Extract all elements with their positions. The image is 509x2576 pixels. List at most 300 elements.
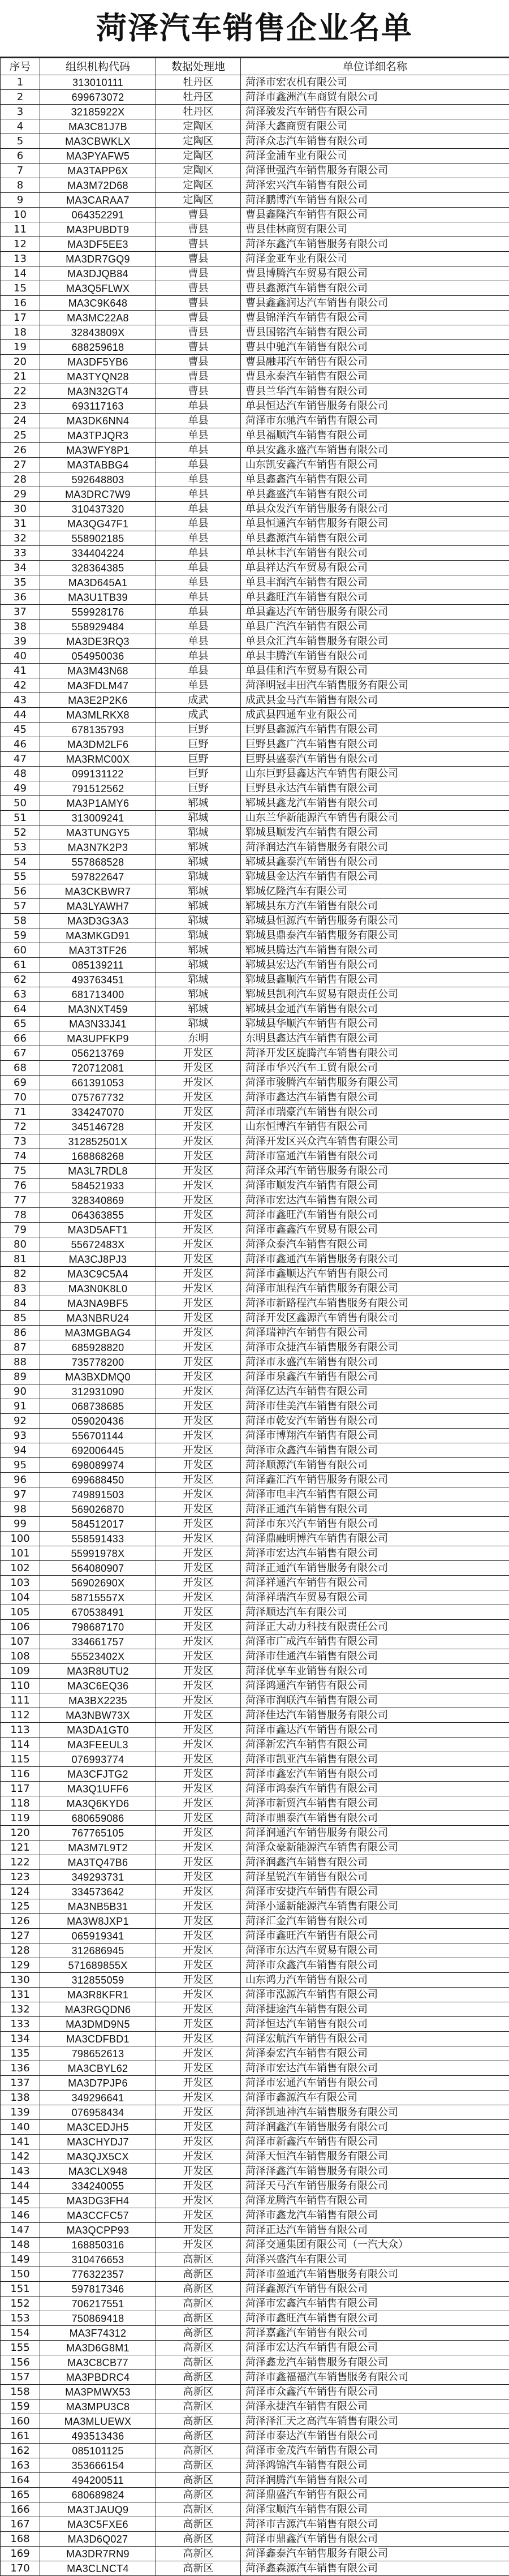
org-code: MA3UPFKP9 — [40, 1031, 156, 1046]
region: 开发区 — [156, 1414, 241, 1429]
table-row — [1, 369, 509, 384]
company-name: 菏泽世强汽车销售服务有限公司 — [241, 164, 509, 178]
company-name: 山东兰华新能源汽车销售有限公司 — [241, 811, 509, 825]
region: 开发区 — [156, 1517, 241, 1532]
org-code: 056213769 — [40, 1046, 156, 1061]
row-number: 158 — [1, 2385, 40, 2399]
org-code: MA3TJAUQ9 — [40, 2502, 156, 2517]
region: 开发区 — [156, 1738, 241, 1752]
table-row — [1, 384, 509, 399]
row-number: 106 — [1, 1620, 40, 1635]
company-name: 菏泽市富通汽车销售有限公司 — [241, 1149, 509, 1164]
table-row — [1, 2488, 509, 2502]
region: 开发区 — [156, 1826, 241, 1840]
region: 开发区 — [156, 1561, 241, 1576]
table-row — [1, 311, 509, 325]
table-row — [1, 899, 509, 914]
region: 郓城 — [156, 973, 241, 987]
region: 开发区 — [156, 1179, 241, 1193]
region: 开发区 — [156, 1370, 241, 1384]
org-code: MA3DA1GT0 — [40, 1723, 156, 1738]
row-number: 152 — [1, 2297, 40, 2311]
table-row — [1, 75, 509, 90]
org-code: MA3TYQN28 — [40, 369, 156, 384]
company-name: 菏泽市众鑫汽车销售有限公司 — [241, 1958, 509, 1973]
org-code: MA3CLX948 — [40, 2164, 156, 2179]
row-number: 46 — [1, 737, 40, 752]
org-code: MA3BXDMQ0 — [40, 1370, 156, 1384]
region: 开发区 — [156, 1429, 241, 1443]
org-code: MA3M43N68 — [40, 664, 156, 678]
company-name: 菏泽鑫源汽车销售有限公司 — [241, 2282, 509, 2297]
row-number: 103 — [1, 1576, 40, 1590]
region: 开发区 — [156, 1105, 241, 1120]
company-name: 山东鸿力汽车销售有限公司 — [241, 1973, 509, 1988]
company-name: 菏泽顺达汽车有限公司 — [241, 1605, 509, 1620]
company-name: 菏泽市鑫达汽车销售有限公司 — [241, 1090, 509, 1105]
row-number: 121 — [1, 1840, 40, 1855]
table-row — [1, 222, 509, 237]
region: 单县 — [156, 458, 241, 472]
region: 开发区 — [156, 1870, 241, 1885]
row-number: 98 — [1, 1502, 40, 1517]
region: 开发区 — [156, 1532, 241, 1546]
row-number: 141 — [1, 2135, 40, 2149]
company-name: 菏泽市新贸汽车销售有限公司 — [241, 1796, 509, 1811]
row-number: 68 — [1, 1061, 40, 1076]
org-code: MA3CCFC57 — [40, 2208, 156, 2223]
row-number: 45 — [1, 723, 40, 737]
row-number: 21 — [1, 369, 40, 384]
company-name: 菏泽市鑫旺汽车销售有限公司 — [241, 2311, 509, 2326]
row-number: 47 — [1, 752, 40, 767]
org-code: MA3R8UTU2 — [40, 1664, 156, 1679]
row-number: 55 — [1, 870, 40, 884]
region: 单县 — [156, 531, 241, 546]
org-code: 064363855 — [40, 1208, 156, 1223]
company-name: 曹县中驰汽车销售有限公司 — [241, 340, 509, 355]
table-row — [1, 664, 509, 678]
org-code: 670538491 — [40, 1605, 156, 1620]
org-code: MA3CEDJH5 — [40, 2120, 156, 2135]
company-name: 菏泽市鑫源汽车有限公司 — [241, 2091, 509, 2105]
company-name: 菏泽市金茂汽车销售有限公司 — [241, 2444, 509, 2458]
org-code: MA3MGBAG4 — [40, 1326, 156, 1340]
table-row — [1, 811, 509, 825]
table-row — [1, 1002, 509, 1017]
row-number: 51 — [1, 811, 40, 825]
org-code: MA3N32GT4 — [40, 384, 156, 399]
region: 曹县 — [156, 266, 241, 281]
row-number: 144 — [1, 2179, 40, 2194]
row-number: 48 — [1, 767, 40, 781]
company-name: 菏泽市宏达汽车销售有限公司 — [241, 1546, 509, 1561]
company-name: 菏泽天恒汽车销售服务有限公司 — [241, 2149, 509, 2164]
org-code: 720712081 — [40, 1061, 156, 1076]
row-number: 34 — [1, 561, 40, 575]
row-number: 2 — [1, 90, 40, 105]
region: 高新区 — [156, 2326, 241, 2341]
region: 曹县 — [156, 355, 241, 369]
org-code: 334573642 — [40, 1885, 156, 1899]
org-code: 749891503 — [40, 1487, 156, 1502]
row-number: 31 — [1, 517, 40, 531]
row-number: 49 — [1, 781, 40, 796]
row-number: 97 — [1, 1487, 40, 1502]
table-row — [1, 973, 509, 987]
org-code: MA3L7RDL8 — [40, 1164, 156, 1179]
page-title: 菏泽汽车销售企业名单 — [0, 0, 509, 58]
region: 高新区 — [156, 2429, 241, 2444]
org-code: MA3PUBDT9 — [40, 222, 156, 237]
org-code: 349296641 — [40, 2091, 156, 2105]
row-number: 84 — [1, 1296, 40, 1311]
company-name: 菏泽市盈通汽车销售服务有限公司 — [241, 2267, 509, 2282]
region: 开发区 — [156, 2046, 241, 2061]
org-code: MA3W8JXP1 — [40, 1914, 156, 1929]
region: 开发区 — [156, 1458, 241, 1473]
org-code: 558929484 — [40, 620, 156, 634]
company-name: 菏泽开发区兴众汽车销售有限公司 — [241, 1134, 509, 1149]
org-code: 685928820 — [40, 1340, 156, 1355]
table-row — [1, 1443, 509, 1458]
org-code: MA3C5FXE6 — [40, 2517, 156, 2532]
row-number: 39 — [1, 634, 40, 649]
row-number: 135 — [1, 2046, 40, 2061]
region: 开发区 — [156, 2238, 241, 2252]
org-code: MA3D5AFT1 — [40, 1223, 156, 1237]
table-row — [1, 870, 509, 884]
org-code: 068738685 — [40, 1399, 156, 1414]
region: 巨野 — [156, 752, 241, 767]
org-code: MA3CJ8PJ3 — [40, 1252, 156, 1267]
org-code: MA3NA9BF5 — [40, 1296, 156, 1311]
row-number: 130 — [1, 1973, 40, 1988]
org-code: MA3DMD9N5 — [40, 2017, 156, 2032]
row-number: 166 — [1, 2502, 40, 2517]
region: 单县 — [156, 634, 241, 649]
row-number: 113 — [1, 1723, 40, 1738]
company-name: 郓城县金达汽车销售有限公司 — [241, 870, 509, 884]
org-code: MA3C8CB77 — [40, 2355, 156, 2370]
company-name: 菏泽市泰达汽车销售有限公司 — [241, 2429, 509, 2444]
row-number: 11 — [1, 222, 40, 237]
company-name: 巨野县鑫广汽车销售有限公司 — [241, 737, 509, 752]
table-row — [1, 1679, 509, 1693]
company-name: 菏泽龙腾汽车销售有限公司 — [241, 2194, 509, 2208]
region: 郓城 — [156, 914, 241, 928]
region: 成武 — [156, 708, 241, 723]
row-number: 72 — [1, 1120, 40, 1134]
table-row — [1, 502, 509, 517]
company-name: 菏泽润鑫汽车销售服务有限公司 — [241, 2120, 509, 2135]
row-number: 43 — [1, 693, 40, 708]
company-name: 菏泽众邦汽车销售服务有限公司 — [241, 1164, 509, 1179]
company-name: 菏泽宏航汽车销售有限公司 — [241, 2032, 509, 2046]
row-number: 149 — [1, 2252, 40, 2267]
row-number: 139 — [1, 2105, 40, 2120]
row-number: 4 — [1, 119, 40, 134]
org-code: 584512017 — [40, 1517, 156, 1532]
org-code: MA3TUNGY5 — [40, 825, 156, 840]
org-code: MA3DRC7W9 — [40, 487, 156, 502]
table-row — [1, 1046, 509, 1061]
row-number: 169 — [1, 2547, 40, 2561]
row-number: 168 — [1, 2532, 40, 2547]
company-name: 菏泽众志汽车销售有限公司 — [241, 134, 509, 149]
region: 开发区 — [156, 1664, 241, 1679]
company-name: 菏泽明冠丰田汽车销售服务有限公司 — [241, 678, 509, 693]
region: 开发区 — [156, 1326, 241, 1340]
region: 开发区 — [156, 1590, 241, 1605]
row-number: 107 — [1, 1635, 40, 1649]
row-number: 69 — [1, 1076, 40, 1090]
company-name: 菏泽亿达汽车销售有限公司 — [241, 1384, 509, 1399]
org-code: 584521933 — [40, 1179, 156, 1193]
company-name: 菏泽市新鑫汽车销售有限公司 — [241, 2135, 509, 2149]
company-name: 菏泽市骏腾汽车销售服务有限公司 — [241, 1076, 509, 1090]
row-number: 145 — [1, 2194, 40, 2208]
region: 单县 — [156, 502, 241, 517]
row-number: 131 — [1, 1988, 40, 2002]
region: 开发区 — [156, 1693, 241, 1708]
company-name: 菏泽市鑫龙汽车销售有限公司 — [241, 2208, 509, 2223]
org-code: MA3MLRKX8 — [40, 708, 156, 723]
org-code: MA3FEEUL3 — [40, 1738, 156, 1752]
company-name: 菏泽市鸿泰汽车销售有限公司 — [241, 1782, 509, 1796]
row-number: 105 — [1, 1605, 40, 1620]
region: 开发区 — [156, 2002, 241, 2017]
table-row — [1, 1723, 509, 1738]
table-row — [1, 1179, 509, 1193]
region: 定陶区 — [156, 134, 241, 149]
table-row — [1, 1090, 509, 1105]
org-code: MA3MC22A8 — [40, 311, 156, 325]
org-code: MA3U1TB39 — [40, 590, 156, 605]
row-number: 73 — [1, 1134, 40, 1149]
org-code: 334247070 — [40, 1105, 156, 1120]
region: 开发区 — [156, 1988, 241, 2002]
row-number: 6 — [1, 149, 40, 164]
table-row — [1, 2399, 509, 2414]
company-name: 菏泽鑫汇汽车销售服务有限公司 — [241, 1473, 509, 1487]
row-number: 65 — [1, 1017, 40, 1031]
company-name: 菏泽祥瑞汽车贸易有限公司 — [241, 1590, 509, 1605]
org-code: 597822647 — [40, 870, 156, 884]
table-row — [1, 958, 509, 973]
org-code: MA3D645A1 — [40, 575, 156, 590]
table-row — [1, 1605, 509, 1620]
company-name: 菏泽优享车业销售有限公司 — [241, 1664, 509, 1679]
table-row — [1, 487, 509, 502]
org-code: MA3DF5EE3 — [40, 237, 156, 252]
company-name: 曹县佳林商贸有限公司 — [241, 222, 509, 237]
row-number: 163 — [1, 2458, 40, 2473]
org-code: MA3E2P2K6 — [40, 693, 156, 708]
table-row — [1, 1532, 509, 1546]
region: 郓城 — [156, 855, 241, 870]
company-name: 菏泽市新路程汽车销售服务有限公司 — [241, 1296, 509, 1311]
row-number: 40 — [1, 649, 40, 664]
region: 牡丹区 — [156, 90, 241, 105]
org-code: 557868528 — [40, 855, 156, 870]
row-number: 3 — [1, 105, 40, 119]
company-name: 菏泽开发区旋腾汽车销售有限公司 — [241, 1046, 509, 1061]
region: 开发区 — [156, 1943, 241, 1958]
company-name: 菏泽交通集团有限公司（一汽大众） — [241, 2238, 509, 2252]
row-number: 61 — [1, 958, 40, 973]
org-code: 312852501X — [40, 1134, 156, 1149]
org-code: MA3DE3RQ3 — [40, 634, 156, 649]
row-number: 75 — [1, 1164, 40, 1179]
company-name: 郓城县金通汽车销售有限公司 — [241, 1002, 509, 1017]
table-row — [1, 178, 509, 193]
row-number: 25 — [1, 428, 40, 443]
company-name: 曹县鑫源汽车销售有限公司 — [241, 281, 509, 296]
org-code: MA3LYAWH7 — [40, 899, 156, 914]
company-name: 菏泽泽鑫汽车销售服务有限公司 — [241, 2164, 509, 2179]
company-name: 菏泽市泉鑫汽车销售有限公司 — [241, 1370, 509, 1384]
region: 开发区 — [156, 1267, 241, 1281]
row-number: 15 — [1, 281, 40, 296]
company-name: 菏泽市众鑫汽车销售有限公司 — [241, 2385, 509, 2399]
region: 郓城 — [156, 811, 241, 825]
company-name: 菏泽市鑫福福汽车销售服务有限公司 — [241, 2370, 509, 2385]
row-number: 53 — [1, 840, 40, 855]
company-name: 菏泽开发区鑫源汽车销售有限公司 — [241, 1311, 509, 1326]
company-name: 单县丰腾汽车销售有限公司 — [241, 649, 509, 664]
table-row — [1, 1752, 509, 1767]
table-row — [1, 928, 509, 943]
region: 高新区 — [156, 2547, 241, 2561]
region: 开发区 — [156, 1708, 241, 1723]
header-area: 数据处理地 — [156, 58, 241, 75]
table-row — [1, 2194, 509, 2208]
table-row — [1, 1281, 509, 1296]
region: 高新区 — [156, 2355, 241, 2370]
table-row — [1, 2355, 509, 2370]
org-code: MA3PBDRC4 — [40, 2370, 156, 2385]
row-number: 99 — [1, 1517, 40, 1532]
company-name: 菏泽市吉源汽车销售有限公司 — [241, 2517, 509, 2532]
company-name: 菏泽鑫森源汽车销售有限公司 — [241, 2561, 509, 2576]
org-code: MA3P1AMY6 — [40, 796, 156, 811]
company-name: 菏泽市博翔汽车销售有限公司 — [241, 1429, 509, 1443]
company-name: 菏泽市鑫洲汽车商贸有限公司 — [241, 90, 509, 105]
company-name: 曹县兰华汽车销售有限公司 — [241, 384, 509, 399]
org-code: 076993774 — [40, 1752, 156, 1767]
header-row — [1, 58, 509, 75]
table-row — [1, 1061, 509, 1076]
org-code: MA3D6Q027 — [40, 2532, 156, 2547]
region: 开发区 — [156, 1237, 241, 1252]
row-number: 26 — [1, 443, 40, 458]
region: 开发区 — [156, 1252, 241, 1267]
table-row — [1, 1458, 509, 1473]
region: 单县 — [156, 414, 241, 428]
org-code: 085139211 — [40, 958, 156, 973]
company-name: 菏泽市众捷汽车销售服务有限公司 — [241, 1340, 509, 1355]
org-code: 054950036 — [40, 649, 156, 664]
table-row — [1, 2473, 509, 2488]
region: 牡丹区 — [156, 75, 241, 90]
table-row — [1, 1429, 509, 1443]
table-row — [1, 1340, 509, 1355]
region: 开发区 — [156, 2076, 241, 2091]
org-code: 099131122 — [40, 767, 156, 781]
company-name: 菏泽市永盛汽车销售有限公司 — [241, 1355, 509, 1370]
table-row — [1, 355, 509, 369]
company-name: 菏泽市鑫宏汽车销售有限公司 — [241, 1767, 509, 1782]
region: 开发区 — [156, 1811, 241, 1826]
table-row — [1, 2532, 509, 2547]
company-name: 菏泽鑫龙汽车销售服务有限公司 — [241, 2355, 509, 2370]
company-name: 郓城县凯利汽车贸易有限责任公司 — [241, 987, 509, 1002]
table-row — [1, 1870, 509, 1885]
row-number: 156 — [1, 2355, 40, 2370]
company-name: 山东凯安鑫汽车销售有限公司 — [241, 458, 509, 472]
company-name: 菏泽市顺发汽车销售有限公司 — [241, 1179, 509, 1193]
company-name: 菏泽市东达汽车贸易有限公司 — [241, 1943, 509, 1958]
row-number: 126 — [1, 1914, 40, 1929]
org-code: MA3F74312 — [40, 2326, 156, 2341]
company-name: 东明县鑫达汽车销售有限公司 — [241, 1031, 509, 1046]
region: 开发区 — [156, 1046, 241, 1061]
table-row — [1, 2032, 509, 2046]
table-row — [1, 605, 509, 620]
row-number: 57 — [1, 899, 40, 914]
org-code: MA3DG3FH4 — [40, 2194, 156, 2208]
table-row — [1, 105, 509, 119]
table-row — [1, 796, 509, 811]
region: 单县 — [156, 399, 241, 414]
table-row — [1, 1796, 509, 1811]
row-number: 1 — [1, 75, 40, 90]
org-code: MA3C9C5A4 — [40, 1267, 156, 1281]
org-code: 32843809X — [40, 325, 156, 340]
row-number: 81 — [1, 1252, 40, 1267]
company-name: 菏泽恒达汽车销售有限公司 — [241, 2017, 509, 2032]
table-row — [1, 1120, 509, 1134]
company-name: 单县鑫盛汽车销售有限公司 — [241, 487, 509, 502]
region: 单县 — [156, 546, 241, 561]
row-number: 94 — [1, 1443, 40, 1458]
region: 单县 — [156, 561, 241, 575]
region: 曹县 — [156, 311, 241, 325]
org-code: MA3CLNCT4 — [40, 2561, 156, 2576]
row-number: 89 — [1, 1370, 40, 1384]
table-row — [1, 1885, 509, 1899]
org-code: MA3DR7GQ9 — [40, 252, 156, 266]
company-name: 单县佳和汽车贸易有限公司 — [241, 664, 509, 678]
region: 高新区 — [156, 2458, 241, 2473]
row-number: 143 — [1, 2164, 40, 2179]
region: 曹县 — [156, 384, 241, 399]
region: 开发区 — [156, 1855, 241, 1870]
row-number: 10 — [1, 208, 40, 222]
row-number: 23 — [1, 399, 40, 414]
region: 牡丹区 — [156, 105, 241, 119]
table-row — [1, 987, 509, 1002]
company-name: 山东恒博汽车销售有限公司 — [241, 1120, 509, 1134]
header-name: 单位详细名称 — [241, 58, 509, 75]
table-row — [1, 1355, 509, 1370]
company-name: 菏泽市鑫顺达汽车销售有限公司 — [241, 1267, 509, 1281]
table-row — [1, 1399, 509, 1414]
company-name: 菏泽市电丰汽车销售有限公司 — [241, 1487, 509, 1502]
org-code: 698089974 — [40, 1458, 156, 1473]
region: 单县 — [156, 575, 241, 590]
